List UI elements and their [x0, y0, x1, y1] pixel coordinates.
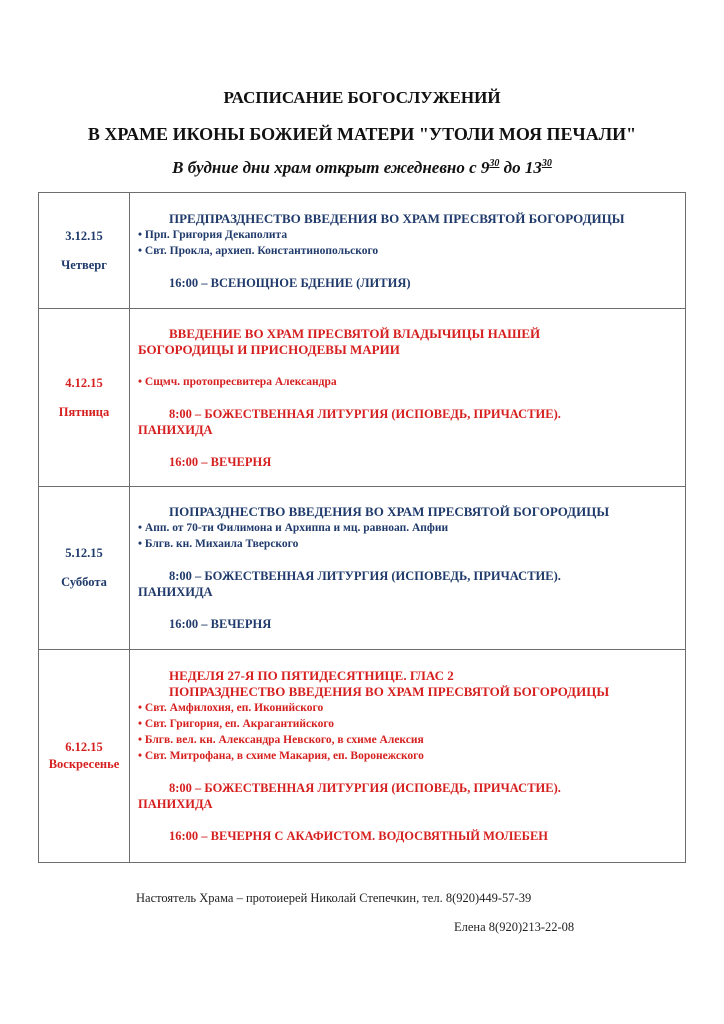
day-weekday: Четверг — [61, 257, 107, 272]
secondary-contact: Елена 8(920)213-22-08 — [454, 920, 575, 934]
hours-open-minutes: 30 — [489, 158, 500, 169]
saint-item: • Апп. от 70-ти Филимона и Архиппа и мц. равноап. Апфии — [138, 522, 449, 534]
saint-item: • Свт. Григория, еп. Акрагантийского — [138, 718, 335, 730]
feast-title-continued: БОГОРОДИЦЫ И ПРИСНОДЕВЫ МАРИИ — [138, 341, 400, 357]
service-time: 16:00 – ВСЕНОЩНОЕ БДЕНИЕ (ЛИТИЯ) — [169, 275, 411, 290]
day-date: 4.12.15 — [65, 375, 103, 390]
feast-title-second: ПОПРАЗДНЕСТВО ВВЕДЕНИЯ ВО ХРАМ ПРЕСВЯТОЙ БОГОРОДИЦЫ — [169, 684, 610, 699]
spacer — [138, 552, 679, 568]
liturgy-continued: ПАНИХИДА — [138, 585, 213, 599]
liturgy-time: 8:00 – БОЖЕСТВЕННАЯ ЛИТУРГИЯ (ИСПОВЕДЬ, ПРИЧАСТИЕ). — [169, 406, 561, 421]
saint-item: • Сщмч. протопресвитера Александра — [138, 375, 337, 388]
spacer — [138, 764, 679, 780]
date-cell — [39, 193, 130, 309]
services-cell — [130, 487, 686, 650]
feast-title: ПОПРАЗДНЕСТВО ВВЕДЕНИЯ ВО ХРАМ ПРЕСВЯТОЙ БОГОРОДИЦЫ — [169, 504, 610, 519]
saint-item: • Свт. Амфилохия, еп. Иконийского — [138, 702, 324, 714]
evening-service: 16:00 – ВЕЧЕРНЯ С АКАФИСТОМ. ВОДОСВЯТНЫЙ МОЛЕБЕН — [169, 829, 549, 843]
table-row — [39, 309, 686, 487]
day-weekday: Пятница — [58, 404, 110, 419]
spacer — [138, 812, 679, 828]
liturgy-time: 8:00 – БОЖЕСТВЕННАЯ ЛИТУРГИЯ (ИСПОВЕДЬ, ПРИЧАСТИЕ). — [169, 569, 561, 583]
day-date: 3.12.15 — [65, 228, 103, 243]
table-row — [39, 193, 686, 309]
services-cell — [130, 650, 686, 863]
saint-item: • Свт. Митрофана, в схиме Макария, еп. Воронежского — [138, 750, 424, 762]
day-weekday: Суббота — [61, 575, 107, 589]
rector-contact: Настоятель Храма – протоиерей Николай Степечкин, тел. 8(920)449-57-39 — [136, 891, 532, 905]
liturgy-continued: ПАНИХИДА — [138, 797, 213, 811]
table-row — [39, 487, 686, 650]
spacer — [138, 390, 679, 406]
spacer — [138, 600, 679, 616]
page-title: РАСПИСАНИЕ БОГОСЛУЖЕНИЙ — [223, 88, 501, 107]
schedule-table — [38, 192, 686, 863]
spacer — [138, 438, 679, 454]
opening-hours — [0, 158, 724, 178]
date-cell — [39, 650, 130, 863]
evening-service: 16:00 – ВЕЧЕРНЯ — [169, 617, 272, 631]
saint-item: • Блгв. кн. Михаила Тверского — [138, 538, 299, 550]
hours-close-minutes: 30 — [541, 158, 552, 169]
day-date: 5.12.15 — [65, 546, 103, 560]
day-date: 6.12.15 — [65, 740, 103, 754]
spacer — [138, 358, 679, 374]
saint-item: • Свт. Прокла, архиеп. Константинопольского — [138, 244, 379, 257]
liturgy-time: 8:00 – БОЖЕСТВЕННАЯ ЛИТУРГИЯ (ИСПОВЕДЬ, ПРИЧАСТИЕ). — [169, 781, 561, 795]
liturgy-continued: ПАНИХИДА — [138, 422, 213, 437]
saint-item: • Прп. Григория Декаполита — [138, 228, 288, 241]
evening-service: 16:00 – ВЕЧЕРНЯ — [169, 454, 272, 469]
date-cell — [39, 309, 130, 487]
feast-title: НЕДЕЛЯ 27-Я ПО ПЯТИДЕСЯТНИЦЕ. ГЛАС 2 — [169, 668, 454, 683]
hours-prefix: В будние дни храм открыт ежедневно с 9 — [172, 158, 490, 177]
services-cell — [130, 309, 686, 487]
date-cell — [39, 487, 130, 650]
saint-item: • Блгв. вел. кн. Александра Невского, в схиме Алексия — [138, 734, 424, 746]
feast-title: ВВЕДЕНИЕ ВО ХРАМ ПРЕСВЯТОЙ ВЛАДЫЧИЦЫ НАШЕЙ — [169, 325, 541, 341]
table-row — [39, 650, 686, 863]
hours-middle: до 13 — [499, 158, 542, 177]
spacer — [138, 259, 679, 275]
feast-title: ПРЕДПРАЗДНЕСТВО ВВЕДЕНИЯ ВО ХРАМ ПРЕСВЯТОЙ БОГОРОДИЦЫ — [169, 210, 625, 226]
services-cell — [130, 193, 686, 309]
church-name: В ХРАМЕ ИКОНЫ БОЖИЕЙ МАТЕРИ "УТОЛИ МОЯ ПЕЧАЛИ" — [87, 124, 637, 144]
day-weekday: Воскресенье — [48, 757, 120, 771]
